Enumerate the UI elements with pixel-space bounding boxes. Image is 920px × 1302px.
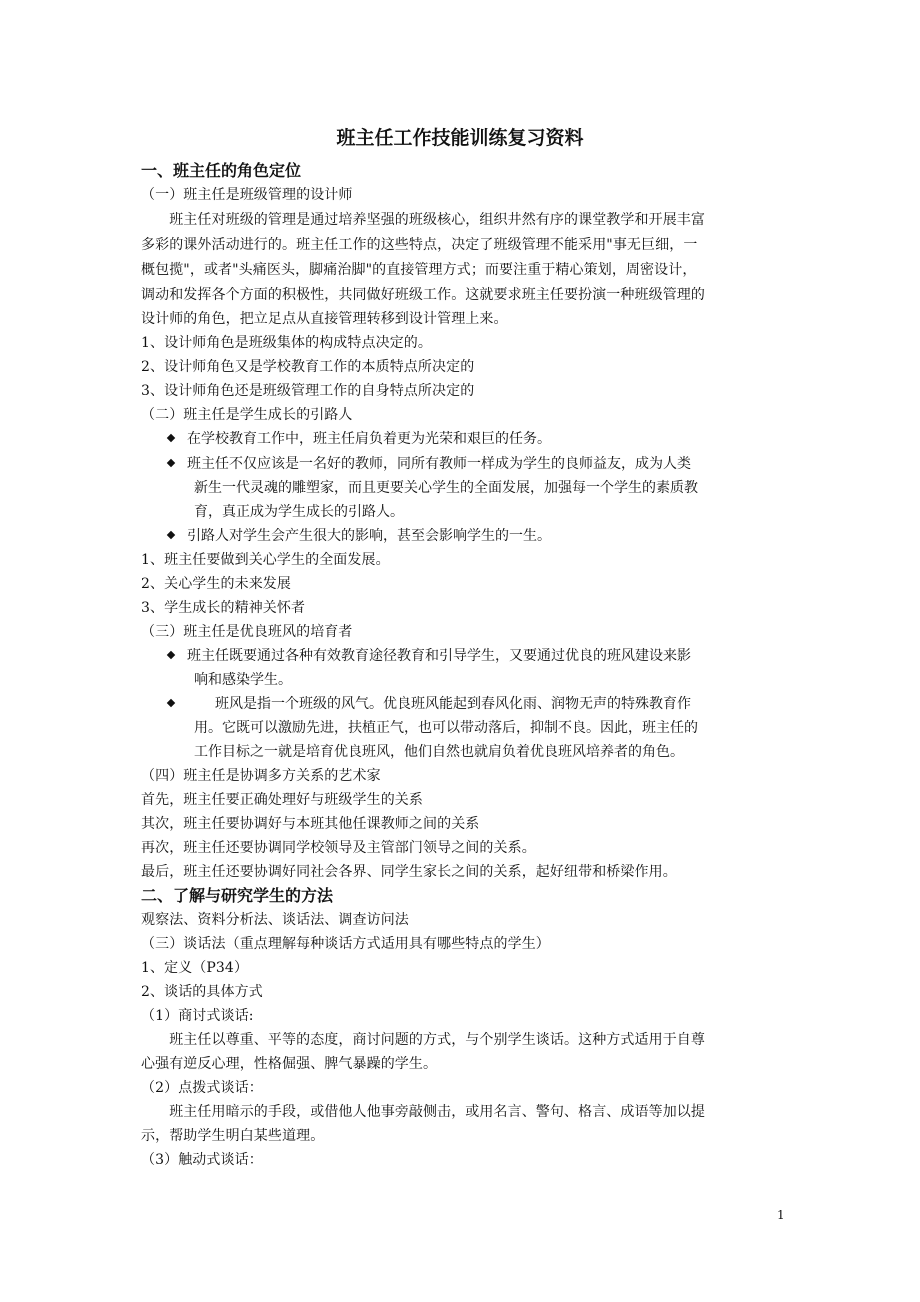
sub-item: （3）触动式谈话： <box>141 1152 263 1168</box>
bullet-item: 在学校教育工作中，班主任肩负着更为光荣和艰巨的任务。 <box>168 427 551 451</box>
list-item: 首先，班主任要正确处理好与班级学生的关系 <box>141 792 423 808</box>
list-item: 2、谈话的具体方式 <box>141 984 263 1000</box>
paragraph-line: 调动和发挥各个方面的积极性，共同做好班级工作。这就要求班主任要扮演一种班级管理的 <box>141 287 705 303</box>
paragraph-line: 概包揽"，或者"头痛医头，脚痛治脚"的直接管理方式；而要注重于精心策划，周密设计， <box>141 262 697 278</box>
bullet-diamond-icon <box>167 699 175 707</box>
sub-item: （2）点拨式谈话： <box>141 1080 263 1096</box>
bullet-diamond-icon <box>167 459 175 467</box>
bullet-continuation: 用。它既可以激励先进，扶植正气，也可以带动落后，抑制不良。因此，班主任的 <box>194 720 698 736</box>
paragraph-line: 班主任对班级的管理是通过培养坚强的班级核心，组织井然有序的课堂教学和开展丰富 <box>141 212 705 228</box>
list-item: 最后，班主任还要协调好同社会各界、同学生家长之间的关系，起好纽带和桥梁作用。 <box>141 864 677 880</box>
bullet-diamond-icon <box>167 531 175 539</box>
bullet-continuation: 新生一代灵魂的雕塑家，而且更要关心学生的全面发展，加强每一个学生的素质教 <box>194 480 698 496</box>
list-item: 其次，班主任要协调好与本班其他任课教师之间的关系 <box>141 816 480 832</box>
page-number: 1 <box>777 1208 785 1222</box>
list-item: 2、设计师角色又是学校教育工作的本质特点所决定的 <box>141 359 475 375</box>
paragraph-line: 示，帮助学生明白某些道理。 <box>141 1128 325 1144</box>
sub-heading-4: （四）班主任是协调多方关系的艺术家 <box>141 768 381 784</box>
paragraph-line: 心强有逆反心理，性格倔强、脾气暴躁的学生。 <box>141 1056 438 1072</box>
section-1-heading: 一、班主任的角色定位 <box>141 161 302 180</box>
paragraph-line: 班主任用暗示的手段，或借他人他事旁敲侧击，或用名言、警句、格言、成语等加以提 <box>141 1104 705 1120</box>
list-item: 3、学生成长的精神关怀者 <box>141 600 306 616</box>
bullet-continuation: 响和感染学生。 <box>194 672 292 688</box>
sub-item: （1）商讨式谈话: <box>141 1008 254 1024</box>
list-item: 1、班主任要做到关心学生的全面发展。 <box>141 552 390 568</box>
paragraph-line: 班主任以尊重、平等的态度，商讨问题的方式，与个别学生谈话。这种方式适用于自尊 <box>141 1032 705 1048</box>
bullet-item: 班主任不仅应该是一名好的教师，同所有教师一样成为学生的良师益友，成为人类 <box>168 452 691 476</box>
sub-heading-1: （一）班主任是班级管理的设计师 <box>141 187 353 203</box>
list-item: 1、定义（P34） <box>141 960 249 976</box>
bullet-item: 引路人对学生会产生很大的影响，甚至会影响学生的一生。 <box>168 524 551 548</box>
section-2-heading: 二、了解与研究学生的方法 <box>141 886 334 905</box>
sub-heading-3: （三）班主任是优良班风的培育者 <box>141 624 353 640</box>
methods-line: 观察法、资料分析法、谈话法、调查访问法 <box>141 912 409 928</box>
paragraph-line: 设计师的角色，把立足点从直接管理转移到设计管理上来。 <box>141 311 508 327</box>
bullet-item: 班主任既要通过各种有效教育途径教育和引导学生，又要通过优良的班风建设来影 <box>168 644 691 668</box>
document-title: 班主任工作技能训练复习资料 <box>336 127 584 149</box>
bullet-continuation: 育，真正成为学生成长的引路人。 <box>194 504 404 520</box>
list-item: 3、设计师角色还是班级管理工作的自身特点所决定的 <box>141 383 475 399</box>
sub-heading-2: （二）班主任是学生成长的引路人 <box>141 407 353 423</box>
paragraph-line: 多彩的课外活动进行的。班主任工作的这些特点，决定了班级管理不能采用"事无巨细，一 <box>141 237 698 253</box>
list-item: 再次，班主任还要协调同学校领导及主管部门领导之间的关系。 <box>141 840 536 856</box>
list-item: 2、关心学生的未来发展 <box>141 576 292 592</box>
bullet-item: 班风是指一个班级的风气。优良班风能起到春风化雨、润物无声的特殊教育作 <box>168 692 691 716</box>
sub-heading: （三）谈话法（重点理解每种谈话方式适用具有哪些特点的学生） <box>141 936 550 952</box>
bullet-diamond-icon <box>167 651 175 659</box>
bullet-continuation: 工作目标之一就是培育优良班风，他们自然也就肩负着优良班风培养者的角色。 <box>194 744 684 760</box>
bullet-diamond-icon <box>167 434 175 442</box>
list-item: 1、设计师角色是班级集体的构成特点决定的。 <box>141 335 433 351</box>
